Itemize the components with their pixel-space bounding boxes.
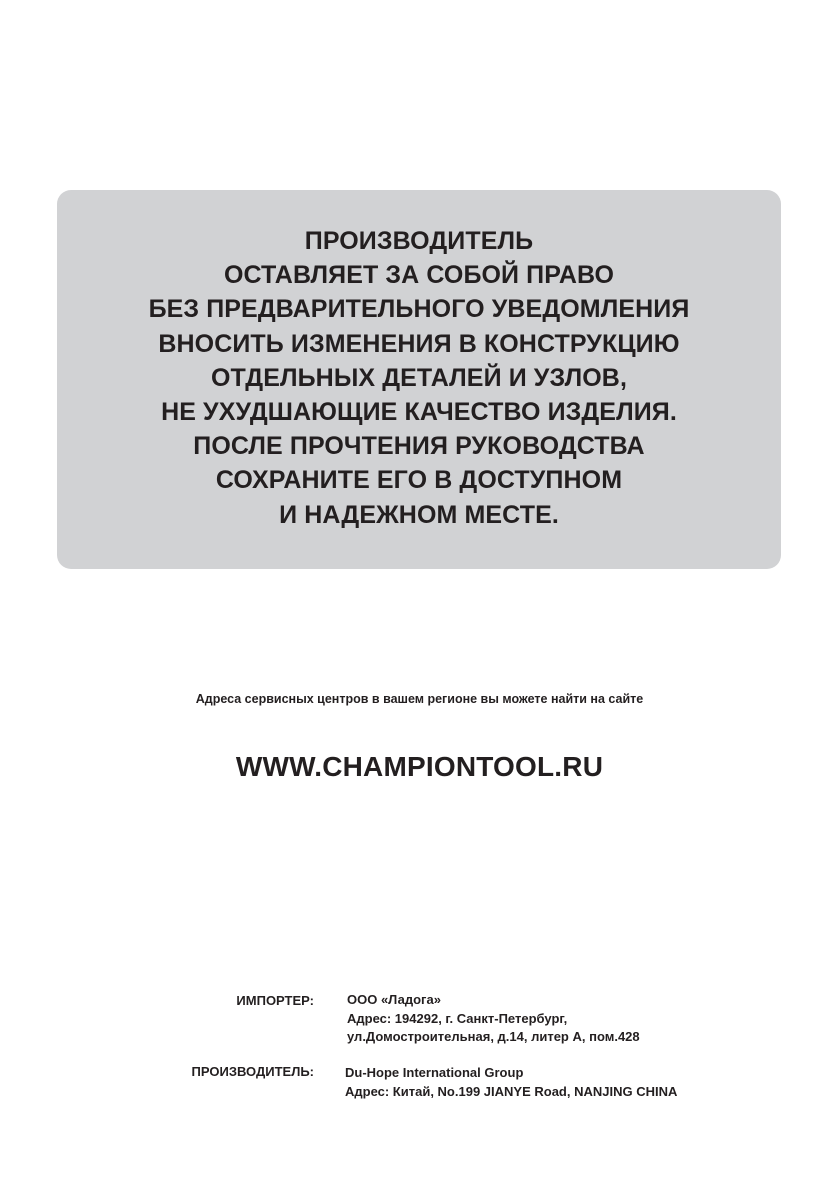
importer-line: Адрес: 194292, г. Санкт-Петербург, xyxy=(347,1010,568,1026)
notice-line: ОТДЕЛЬНЫХ ДЕТАЛЕЙ И УЗЛОВ, xyxy=(210,363,627,392)
notice-line: ПРОИЗВОДИТЕЛЬ xyxy=(304,227,534,255)
notice-line: ОСТАВЛЯЕТ ЗА СОБОЙ ПРАВО xyxy=(223,261,615,290)
manufacturer-line: Адрес: Китай, No.199 JIANYE Road, NANJING CHINA xyxy=(345,1083,678,1099)
importer-line: ул.Домостроительная, д.14, литер А, пом.428 xyxy=(347,1029,640,1044)
notice-line: И НАДЕЖНОМ МЕСТЕ. xyxy=(279,500,559,529)
notice-line: НЕ УХУДШАЮЩИЕ КАЧЕСТВО ИЗДЕЛИЯ. xyxy=(161,398,677,427)
importer-details xyxy=(347,991,640,1047)
notice-text xyxy=(57,224,781,532)
notice-line: ПОСЛЕ ПРОЧТЕНИЯ РУКОВОДСТВА xyxy=(193,432,645,461)
manufacturer-line: Du-Hope International Group xyxy=(345,1065,524,1080)
notice-box xyxy=(57,190,781,569)
notice-line: БЕЗ ПРЕДВАРИТЕЛЬНОГО УВЕДОМЛЕНИЯ xyxy=(148,295,690,324)
notice-line: СОХРАНИТЕ ЕГО В ДОСТУПНОМ xyxy=(215,466,623,495)
website-url: WWW.CHAMPIONTOOL.RU xyxy=(235,751,604,782)
manufacturer-label: ПРОИЗВОДИТЕЛЬ: xyxy=(191,1064,314,1079)
importer-label: ИМПОРТЕР: xyxy=(236,993,314,1008)
notice-line: ВНОСИТЬ ИЗМЕНЕНИЯ В КОНСТРУКЦИЮ xyxy=(158,329,680,358)
service-centers-note: Адреса сервисных центров в вашем регионе вы можете найти на сайте xyxy=(195,692,644,706)
importer-line: ООО «Ладога» xyxy=(347,992,441,1007)
manufacturer-details xyxy=(345,1064,677,1101)
